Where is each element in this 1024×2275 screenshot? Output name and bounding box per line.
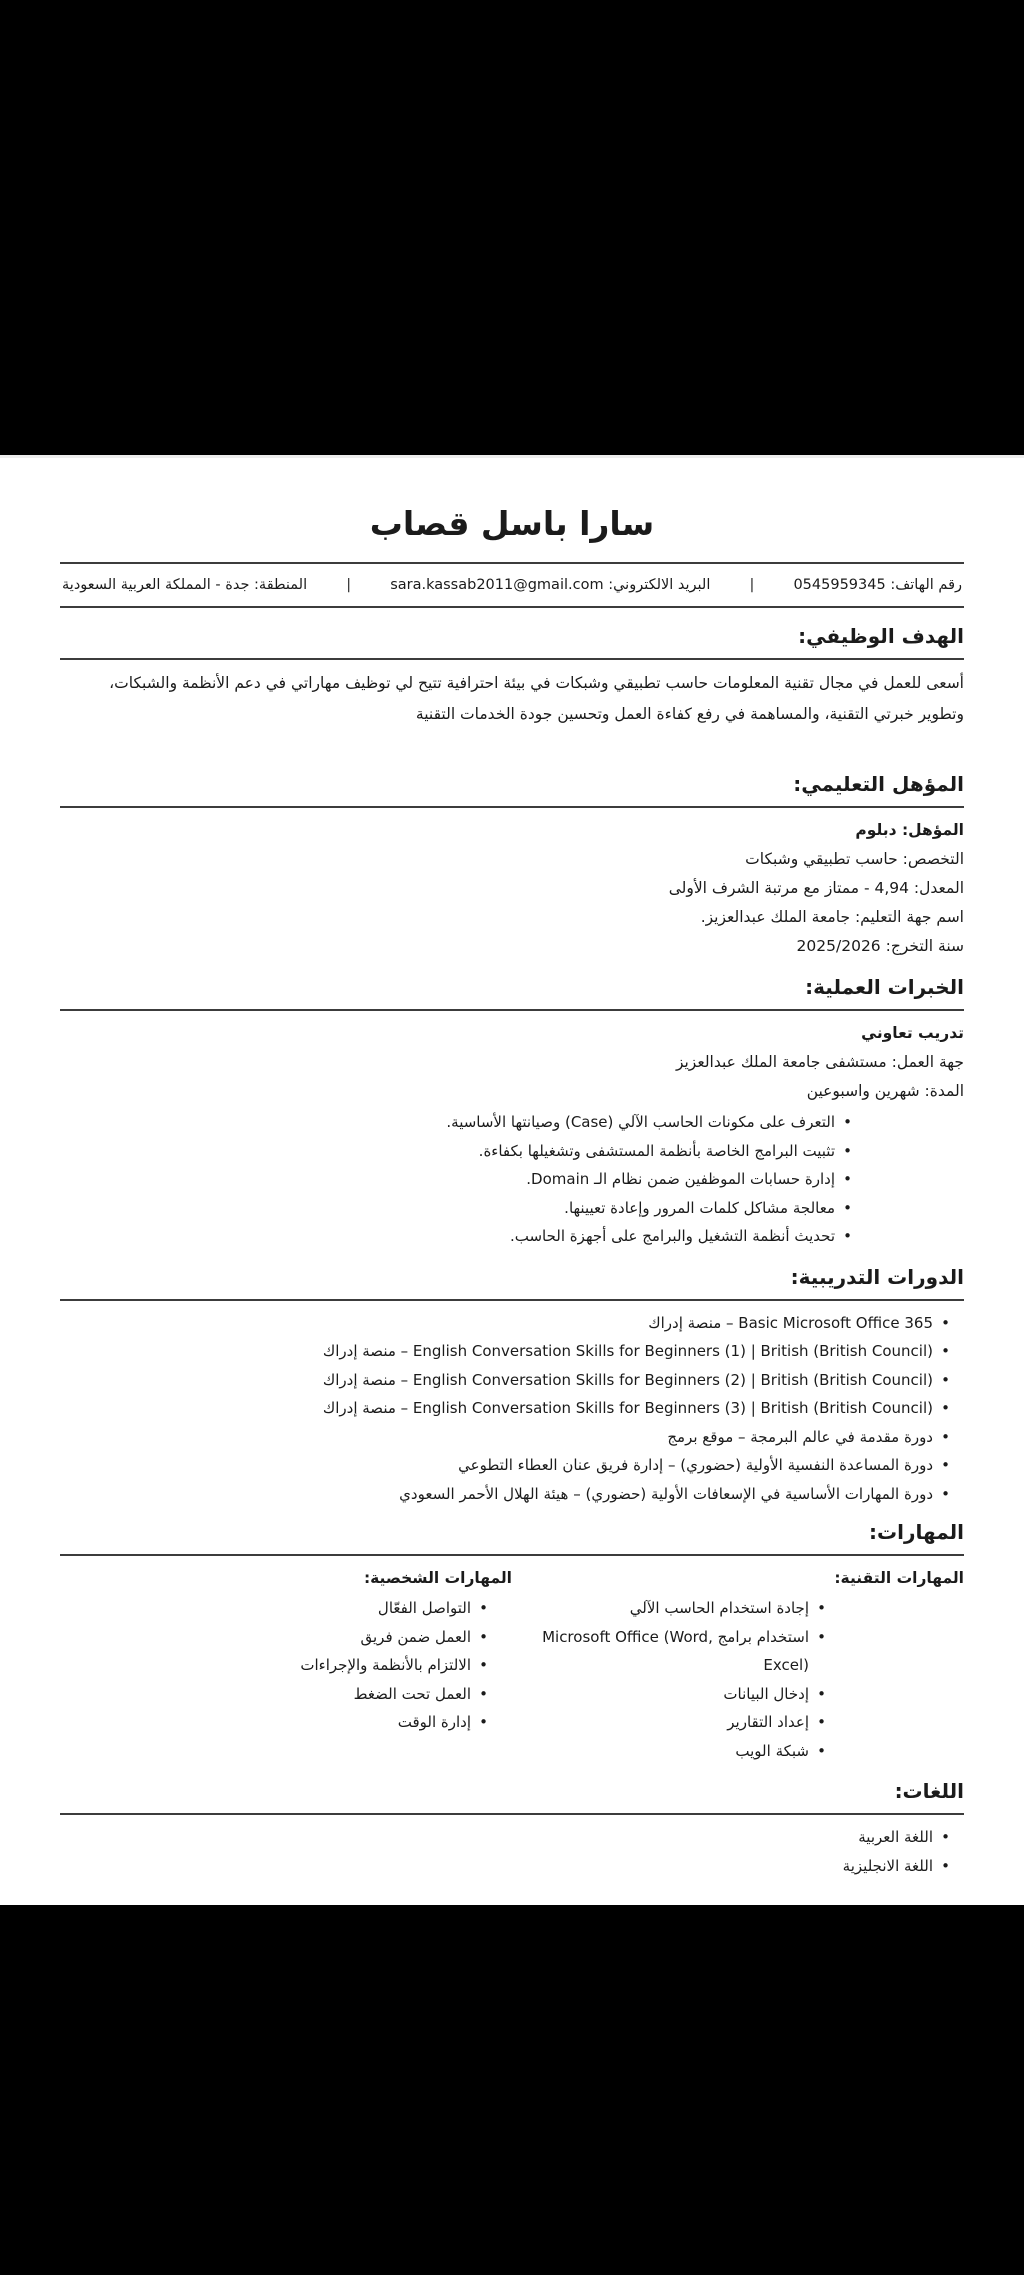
phone-label: رقم الهاتف: (890, 577, 962, 593)
section-skills (60, 1520, 964, 1765)
section-title-experience: الخبرات العملية: (805, 975, 964, 999)
contact-separator: | (749, 577, 755, 593)
page-title: سارا باسل قصاب (369, 504, 655, 543)
languages-list (60, 1823, 964, 1880)
personal-skills-column (60, 1564, 512, 1765)
bullet-icon: • (941, 1828, 950, 1846)
divider (60, 1009, 964, 1011)
phone-segment (793, 577, 962, 593)
bullet-icon: • (817, 1741, 826, 1760)
skill-item: • شبكة الويب (512, 1737, 826, 1766)
divider (60, 1554, 964, 1556)
bullet-icon: • (843, 1141, 852, 1160)
divider (60, 606, 964, 608)
skill-item: • إجادة استخدام الحاسب الآلي (512, 1594, 826, 1623)
bullet-icon: • (479, 1599, 488, 1617)
course-item: • English Conversation Skills for Beginners (2) | British (British Council) – منصة إدراك (60, 1366, 950, 1395)
course-item: • دورة مقدمة في عالم البرمجة – موقع برمج (60, 1423, 950, 1452)
technical-skills-title: المهارات التقنية: (834, 1569, 964, 1587)
list-item: • إدارة حسابات الموظفين ضمن نظام الـ Domain. (60, 1165, 852, 1194)
section-title-education: المؤهل التعليمي: (793, 772, 964, 796)
duration-line: المدة: شهرين واسبوعين (806, 1082, 964, 1100)
course-item: • دورة المهارات الأساسية في الإسعافات الأولية (حضوري) – هيئة الهلال الأحمر السعودي (60, 1480, 950, 1509)
bullet-icon: • (479, 1627, 488, 1646)
course-item: • دورة المساعدة النفسية الأولية (حضوري) – إدارة فريق عنان العطاء التطوعي (60, 1451, 950, 1480)
skill-item: • إدخال البيانات (512, 1680, 826, 1709)
email-value: sara.kassab2011@gmail.com (390, 577, 604, 593)
section-education (60, 772, 964, 961)
bullet-icon: • (817, 1684, 826, 1703)
bullet-icon: • (941, 1399, 950, 1417)
personal-skills-list (60, 1594, 512, 1737)
course-item: • Basic Microsoft Office 365 – منصة إدراك (60, 1309, 950, 1338)
bullet-icon: • (479, 1713, 488, 1731)
divider (60, 1813, 964, 1815)
divider (60, 806, 964, 808)
bullet-icon: • (817, 1627, 826, 1646)
skill-item: • إعداد التقارير (512, 1708, 826, 1737)
language-item: • اللغة الانجليزية (60, 1852, 950, 1881)
technical-skills-list (512, 1594, 964, 1765)
skill-item: • التواصل الفعّال (60, 1594, 488, 1623)
bullet-icon: • (843, 1198, 852, 1217)
email-segment (390, 577, 710, 593)
bullet-icon: • (941, 1370, 950, 1389)
bullet-icon: • (941, 1427, 950, 1446)
region-segment (62, 577, 307, 593)
region-label: المنطقة: (254, 577, 308, 593)
region-value: جدة - المملكة العربية السعودية (62, 577, 250, 593)
section-experience (60, 975, 964, 1251)
section-objective (60, 624, 964, 730)
section-languages (60, 1779, 964, 1880)
bullet-icon: • (479, 1684, 488, 1703)
bullet-icon: • (941, 1856, 950, 1875)
education-detail-institution: اسم جهة التعليم: جامعة الملك عبدالعزيز. (700, 908, 964, 926)
course-item: • English Conversation Skills for Beginners (3) | British (British Council) – منصة إدراك (60, 1394, 950, 1423)
section-courses (60, 1265, 964, 1509)
skill-item: • استخدام برامج Microsoft Office (Word, Excel) (512, 1623, 826, 1680)
cv-page (0, 455, 1024, 1905)
bullet-icon: • (941, 1342, 950, 1360)
skill-item: • العمل تحت الضغط (60, 1680, 488, 1709)
education-detail-gpa: المعدل: 4,94 - ممتاز مع مرتبة الشرف الأولى (668, 879, 964, 897)
qualification-line: المؤهل: دبلوم (855, 821, 964, 839)
bullet-icon: • (817, 1599, 826, 1617)
list-item: • التعرف على مكونات الحاسب الآلي (Case) وصيانتها الأساسية. (60, 1108, 852, 1137)
contact-separator: | (346, 577, 352, 593)
letterbox-bottom (0, 1905, 1024, 2275)
bullet-icon: • (941, 1484, 950, 1503)
letterbox-top (0, 0, 1024, 455)
bullet-icon: • (843, 1227, 852, 1245)
job-title: تدريب تعاوني (861, 1024, 964, 1042)
personal-skills-title: المهارات الشخصية: (363, 1569, 512, 1587)
bullet-icon: • (817, 1713, 826, 1731)
bullet-icon: • (843, 1113, 852, 1131)
contact-bar (60, 564, 964, 606)
section-title-skills: المهارات: (869, 1520, 964, 1544)
section-title-courses: الدورات التدريبية: (790, 1264, 964, 1289)
skill-item: • إدارة الوقت (60, 1708, 488, 1737)
technical-skills-column (512, 1564, 964, 1765)
education-detail-major: التخصص: حاسب تطبيقي وشبكات (745, 850, 964, 868)
divider (60, 1299, 964, 1301)
objective-text: أسعى للعمل في مجال تقنية المعلومات حاسب تطبيقي وشبكات في بيئة احترافية تتيح لي توظيف مهاراتي في دعم الأنظمة والشبكات، وتطوير خبرتي التقنية، والمساهمة في رفع كفاءة العمل وتحسين جودة الخدمات التقنية (109, 674, 964, 723)
section-title-languages: اللغات: (894, 1779, 964, 1803)
education-detail-graduation-year: سنة التخرج: 2025/2026 (796, 937, 964, 955)
list-item: • تثبيت البرامج الخاصة بأنظمة المستشفى وتشغيلها بكفاءة. (60, 1137, 852, 1166)
bullet-icon: • (479, 1656, 488, 1674)
phone-value: 0545959345 (793, 577, 886, 593)
list-item: • تحديث أنظمة التشغيل والبرامج على أجهزة الحاسب. (60, 1222, 852, 1251)
section-title-objective: الهدف الوظيفي: (798, 624, 964, 648)
skill-item: • العمل ضمن فريق (60, 1623, 488, 1652)
language-item: • اللغة العربية (60, 1823, 950, 1852)
bullet-icon: • (843, 1170, 852, 1188)
email-label: البريد الالكتروني: (608, 577, 711, 593)
employer-line: جهة العمل: مستشفى جامعة الملك عبدالعزيز (675, 1053, 964, 1071)
skill-item: • الالتزام بالأنظمة والإجراءات (60, 1651, 488, 1680)
divider (60, 658, 964, 660)
list-item: • معالجة مشاكل كلمات المرور وإعادة تعيينها. (60, 1194, 852, 1223)
courses-list (60, 1309, 964, 1509)
course-item: • English Conversation Skills for Beginners (1) | British (British Council) – منصة إدراك (60, 1337, 950, 1366)
experience-bullets (60, 1108, 964, 1251)
bullet-icon: • (941, 1456, 950, 1474)
bullet-icon: • (941, 1313, 950, 1332)
